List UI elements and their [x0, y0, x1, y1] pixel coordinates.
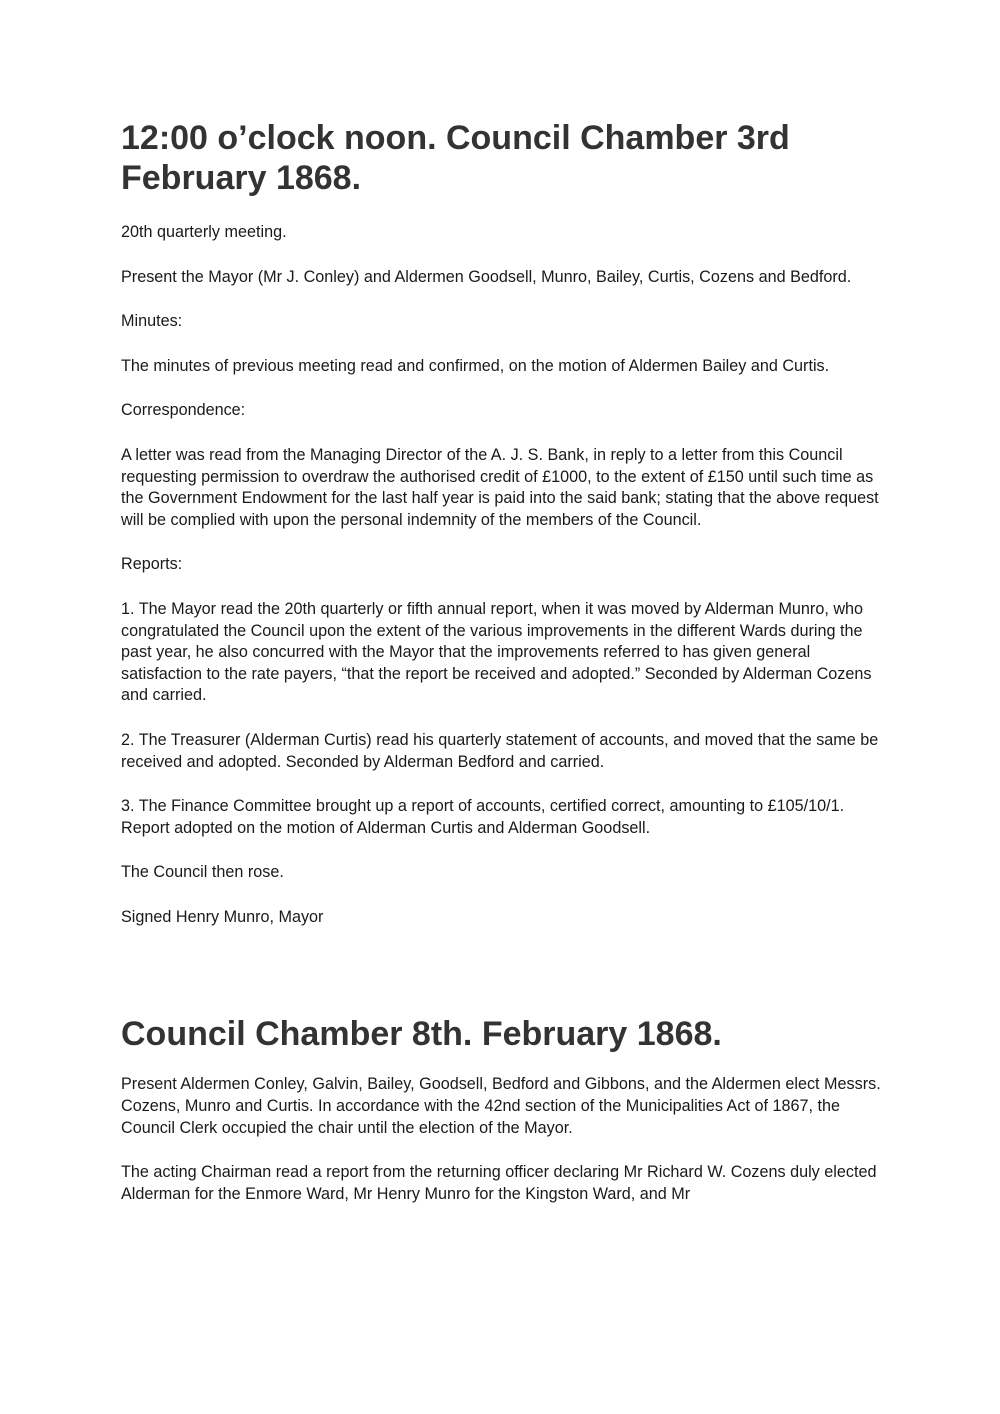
section-1-title: 12:00 o’clock noon. Council Chamber 3rd February 1868.: [121, 119, 790, 197]
section-1-subtitle: 20th quarterly meeting.: [121, 223, 287, 241]
correspondence-text: A letter was read from the Managing Director of the A. J. S. Bank, in reply to a letter from this Council requesting permission to overdraw the authorised credit of £1000, to the extent of £150 until such time as the Government Endowment for the last half year is paid into the said bank; stating that the above request will be complied with upon the personal indemnity of the members of the Council.: [121, 445, 879, 529]
reports-heading: Reports:: [121, 555, 183, 574]
section-1-present: Present the Mayor (Mr J. Conley) and Aldermen Goodsell, Munro, Bailey, Curtis, Cozens and Bedford.: [121, 267, 852, 286]
document-page: [121, 118, 891, 1205]
section-2-title: Council Chamber 8th. February 1868.: [121, 1015, 722, 1054]
report-2: 2. The Treasurer (Alderman Curtis) read his quarterly statement of accounts, and moved that the same be received and adopted. Seconded by Alderman Bedford and carried.: [121, 730, 879, 771]
signature: Signed Henry Munro, Mayor: [121, 907, 324, 926]
minutes-text: The minutes of previous meeting read and confirmed, on the motion of Aldermen Bailey and Curtis.: [121, 356, 830, 375]
council-rose: The Council then rose.: [121, 863, 284, 882]
report-3: 3. The Finance Committee brought up a report of accounts, certified correct, amounting to £105/10/1. Report adopted on the motion of Alderman Curtis and Alderman Goodsell.: [121, 797, 845, 837]
section-2-present: Present Aldermen Conley, Galvin, Bailey, Goodsell, Bedford and Gibbons, and the Aldermen elect Messrs. Cozens, Munro and Curtis. In accordance with the 42nd section of the Municipalities Act of 1867, the Council Clerk occupied the chair until the election of the Mayor.: [121, 1075, 881, 1137]
report-1: 1. The Mayor read the 20th quarterly or fifth annual report, when it was moved by Alderman Munro, who congratulated the Council upon the extent of the various improvements in the different Wards during the past year, he also concurred with the Mayor that the improvements referred to has given general satisfaction to the rate payers, “that the report be received and adopted.” Seconded by Alderman Cozens and carried.: [121, 599, 872, 705]
section-2-report: The acting Chairman read a report from the returning officer declaring Mr Richard W. Cozens duly elected Alderman for the Enmore Ward, Mr Henry Munro for the Kingston Ward, and Mr: [121, 1163, 877, 1203]
correspondence-heading: Correspondence:: [121, 401, 246, 420]
minutes-heading: Minutes:: [121, 312, 183, 331]
